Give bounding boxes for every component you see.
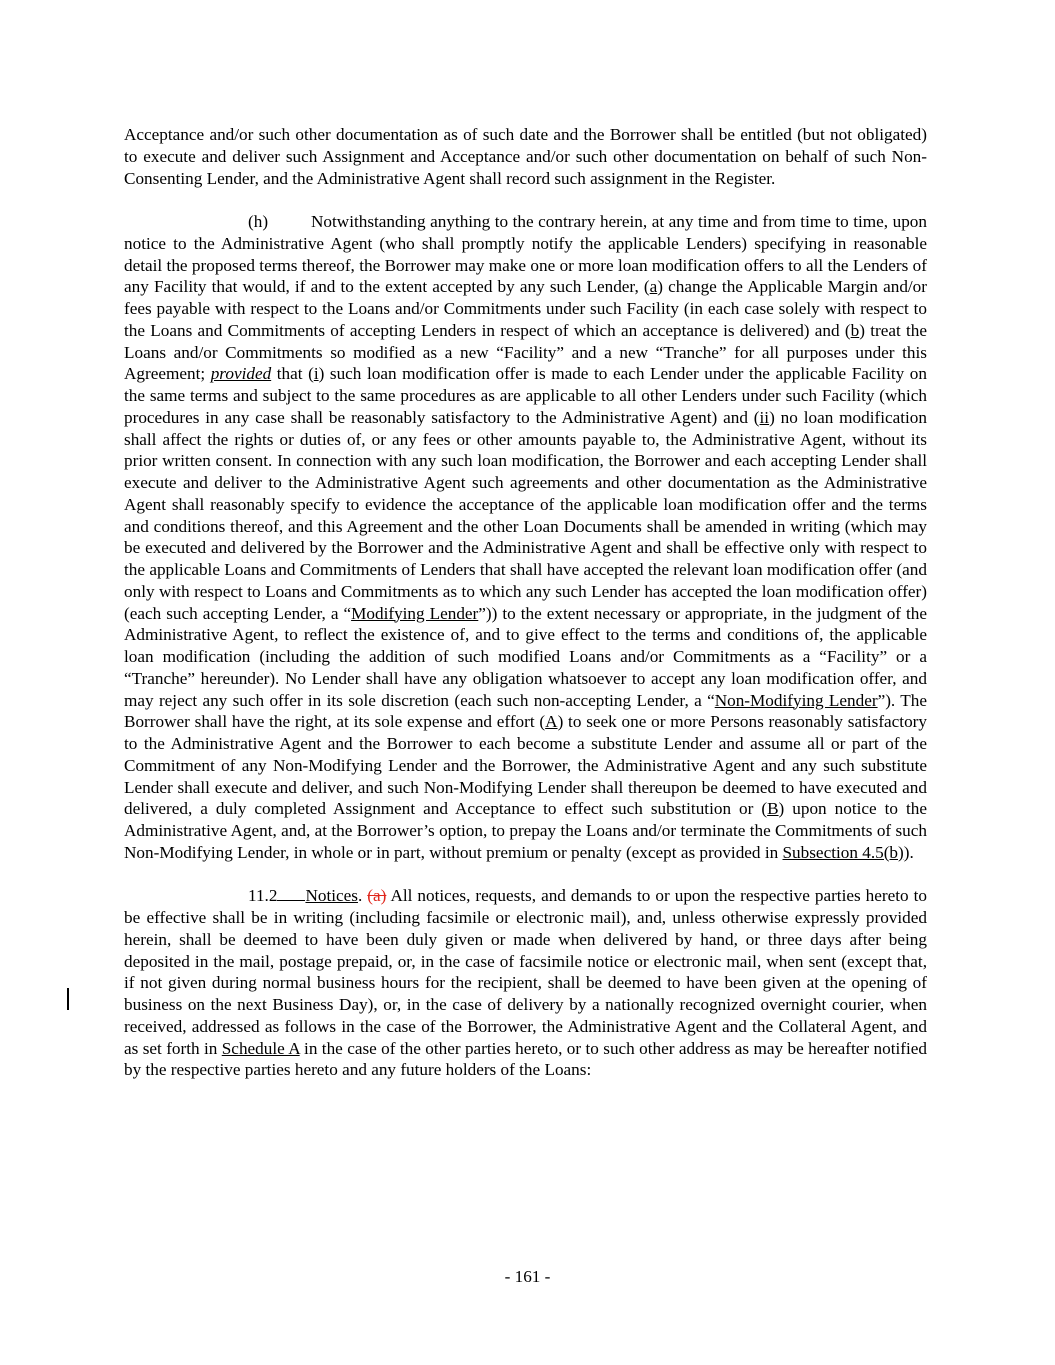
text-run: ) upon notice to the Administrative Agent, and, at the Borrower’s option, to prepay the Loans and/or terminate the Commitments of such Non-Modifying Lender, in whole or in part, without premium or penalty (except as provided in bbox=[124, 799, 927, 862]
text-run: ) no loan modification shall affect the rights or duties of, or any fees or other amounts payable to, the Administrative Agent, without its prior written consent. In connection with any such loan modification, the Borrower and each accepting Lender shall execute and deliver to the Administrative Agent such agreements and other documentation as the Administrative Agent shall reasonably specify to evidence the acceptance of the applicable loan modification offer and the terms and conditions thereof, and this Agreement and the other Loan Documents shall be amended in writing (which may be executed and delivered by the Borrower and the Administrative Agent and shall be effective only with respect to the applicable Loans and Commitments of Lenders that shall have accepted the relevant loan modification offer (and only with respect to Loans and Commitments as to which any such Lender has accepted the loan modification offer) (each such accepting Lender, a “ bbox=[124, 407, 927, 623]
ref-a: a bbox=[649, 277, 658, 297]
text-run: ) to seek one or more Persons reasonably satisfactory to the Administrative Agent and the Borrower to each become a substitute Lender and assume all or part of the Commitment of any Non-Modifying Lender and the Borrower, the Administrative Agent and any such substitute Lender shall execute and deliver, and such Non-Modifying Lender shall thereupon be deemed to have executed and delivered, a duly completed Assignment and Acceptance to effect such substitution or ( bbox=[124, 712, 927, 819]
text-run: Notwithstanding anything to the contrary herein, at any time and from time to time, upon notice to the Administrative Agent (who shall promptly notify the applicable Lenders) specifying in reasonable detail the proposed terms thereof, the Borrower may make one or more loan modification offers to all the Lenders of any Facility that would, if and to the extent accepted by any such Lender, ( bbox=[124, 212, 927, 297]
text-run: ) change the Applicable Margin and/or fees payable with respect to the Loans and/or Commitments under such Facility (in each case solely with respect to the Loans and Commitments of accepting Lenders in respect of which an acceptance is delivered) and ( bbox=[124, 277, 928, 340]
text-run: ) such loan modification offer is made to each Lender under the applicable Facility on the same terms and subject to the same procedures as are applicable to all other Lenders under such Facility (which procedures in any case shall be reasonably satisfactory to the Administrative Agent) and ( bbox=[124, 364, 927, 427]
defined-term-modifying-lender: Modifying Lender bbox=[351, 603, 479, 623]
ref-subsection-4-5-b: Subsection 4.5(b) bbox=[782, 842, 904, 862]
ref-A: A bbox=[545, 712, 558, 732]
paragraph-h bbox=[124, 211, 927, 864]
text-run: ). bbox=[903, 842, 914, 862]
ref-i: i bbox=[313, 364, 319, 384]
section-11-2 bbox=[124, 885, 927, 1081]
ref-schedule-a: Schedule A bbox=[221, 1038, 300, 1058]
ref-b: b bbox=[850, 320, 860, 340]
document-page bbox=[124, 124, 927, 1103]
section-number: 11.2 bbox=[248, 886, 278, 906]
heading-period: . bbox=[357, 886, 363, 906]
revision-change-bar bbox=[67, 988, 69, 1010]
text-run: ”)) to the extent necessary or appropriate, in the judgment of the Administrative Agent, to reflect the existence of, and to give effect to the terms and conditions of, the applicable loan modification (including the addition of such modified Loans and/or Commitments as a “Facility” or a “Tranche” hereunder). No Lender shall have any obligation whatsoever to accept any loan modification offer, and may reject any such offer in its sole discretion (each such non-accepting Lender, a “ bbox=[124, 603, 928, 710]
ref-ii: ii bbox=[759, 407, 770, 427]
paragraph-text: Acceptance and/or such other documentation as of such date and the Borrower shall be entitled (but not obligated) to execute and deliver such Assignment and Acceptance and/or such other documentation on behalf of such Non-Consenting Lender, and the Administrative Agent shall record such assignment in the Register. bbox=[124, 125, 927, 188]
text-run: ) treat the Loans and/or Commitments so modified as a new “Facility” and a new “Tranche” for all purposes under this Agreement; bbox=[124, 320, 927, 384]
deleted-text-a: (a) bbox=[367, 886, 387, 906]
text-run: in the case of the other parties hereto, or to such other address as may be hereafter notified by the respective parties hereto and any future holders of the Loans: bbox=[124, 1038, 927, 1080]
section-heading: Notices bbox=[305, 886, 358, 906]
text-run: ”). The Borrower shall have the right, at its sole expense and effort ( bbox=[124, 690, 927, 732]
provided-term: provided bbox=[210, 364, 272, 384]
text-run: that ( bbox=[271, 364, 314, 384]
paragraph-continuation bbox=[124, 124, 927, 189]
defined-term-non-modifying-lender: Non-Modifying Lender bbox=[714, 690, 878, 710]
clause-label-h: (h) bbox=[248, 212, 269, 231]
text-run: All notices, requests, and demands to or upon the respective parties hereto to be effective shall be in writing (including facsimile or electronic mail), and, unless otherwise expressly provided herein, shall be deemed to have been duly given or made when delivered by hand, or three days after being deposited in the mail, postage prepaid, or, in the case of facsimile notice or electronic mail, when sent (except that, if not given during normal business hours for the recipient, shall be deemed to have been given at the opening of business on the next Business Day), or, in the case of delivery by a nationally recognized overnight courier, when received, addressed as follows in the case of the Borrower, the Administrative Agent and the Collateral Agent, and as set forth in bbox=[124, 886, 928, 1058]
ref-B: B bbox=[767, 799, 779, 819]
page-number: - 161 - bbox=[504, 1267, 551, 1286]
heading-gap-underline bbox=[277, 886, 305, 901]
